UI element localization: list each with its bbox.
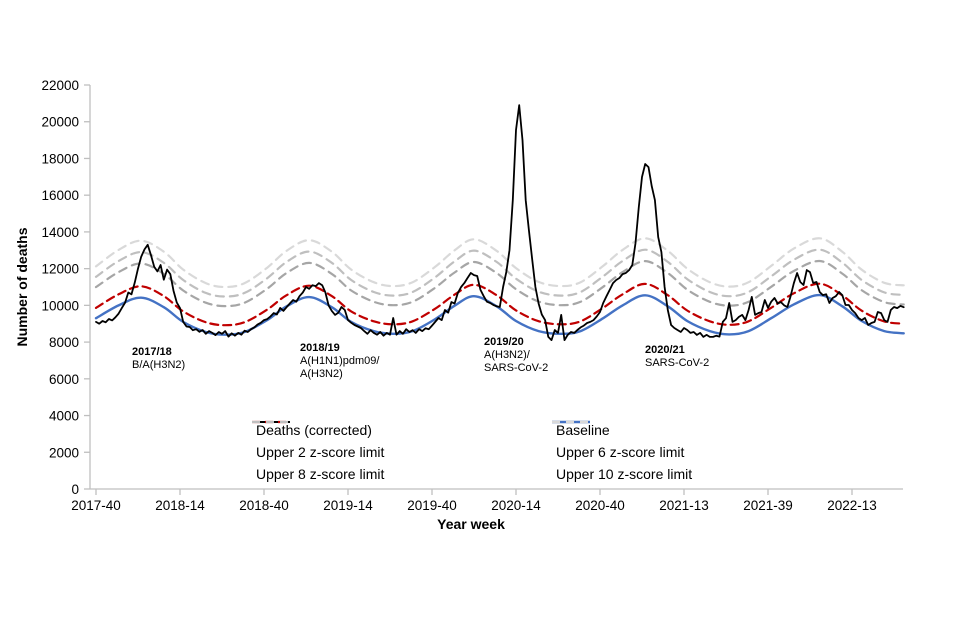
y-tick-label: 10000 — [41, 298, 79, 314]
y-tick-label: 16000 — [41, 188, 79, 204]
annotation-line: A(H3N2) — [300, 368, 343, 380]
legend-column-1 — [252, 419, 384, 485]
annotation-season: 2019/20 — [484, 336, 524, 348]
annotation-season: 2018/19 — [300, 342, 340, 354]
x-tick-label: 2018-14 — [155, 498, 205, 513]
legend-item-upper-8-z-score-limit — [252, 463, 384, 485]
legend-item-upper-2-z-score-limit — [252, 441, 384, 463]
legend-column-2 — [552, 419, 692, 485]
legend-label: Upper 2 z-score limit — [256, 444, 385, 460]
y-tick-label: 14000 — [41, 224, 79, 240]
x-tick-label: 2021-13 — [659, 498, 709, 513]
legend-label: Upper 8 z-score limit — [256, 466, 385, 482]
legend-label: Upper 6 z-score limit — [556, 444, 685, 460]
annotation-2020-21 — [645, 344, 709, 370]
y-tick-label: 20000 — [41, 114, 79, 130]
y-tick-label: 2000 — [48, 445, 79, 461]
x-axis-title: Year week — [437, 516, 505, 532]
legend-item-upper-6-z-score-limit — [552, 441, 692, 463]
x-tick-label: 2021-39 — [743, 498, 793, 513]
annotation-line: A(H1N1)pdm09/ — [300, 355, 380, 367]
y-tick-label: 8000 — [48, 335, 79, 351]
annotation-line: SARS-CoV-2 — [484, 362, 549, 374]
x-tick-label: 2019-14 — [323, 498, 373, 513]
x-tick-label: 2018-40 — [239, 498, 289, 513]
x-tick-label: 2020-40 — [575, 498, 625, 513]
legend-swatch-line — [252, 419, 290, 425]
x-tick-label: 2020-14 — [491, 498, 541, 513]
annotation-season: 2020/21 — [645, 344, 685, 356]
annotation-line: B/A(H3N2) — [132, 359, 186, 371]
annotation-2018-19 — [300, 342, 379, 381]
legend-label: Deaths (corrected) — [256, 422, 372, 438]
annotation-line: SARS-CoV-2 — [645, 357, 710, 369]
annotation-line: A(H3N2)/ — [484, 349, 530, 361]
y-tick-label: 6000 — [48, 371, 79, 387]
annotation-season: 2017/18 — [132, 346, 172, 358]
legend-item-upper-10-z-score-limit — [552, 463, 692, 485]
x-tick-label: 2022-13 — [827, 498, 877, 513]
x-tick-label: 2017-40 — [71, 498, 121, 513]
annotation-2019-20 — [484, 336, 548, 375]
legend-label: Upper 10 z-score limit — [556, 466, 693, 482]
y-tick-label: 4000 — [48, 408, 79, 424]
annotation-2017-18 — [132, 346, 185, 372]
legend-swatch-line — [552, 419, 590, 425]
y-tick-label: 22000 — [41, 78, 79, 93]
y-tick-label: 18000 — [41, 151, 79, 167]
legend-label: Baseline — [556, 422, 610, 438]
y-tick-label: 0 — [71, 482, 79, 497]
y-tick-label: 12000 — [41, 261, 79, 277]
x-tick-label: 2019-40 — [407, 498, 457, 513]
y-axis-title: Number of deaths — [14, 227, 30, 347]
